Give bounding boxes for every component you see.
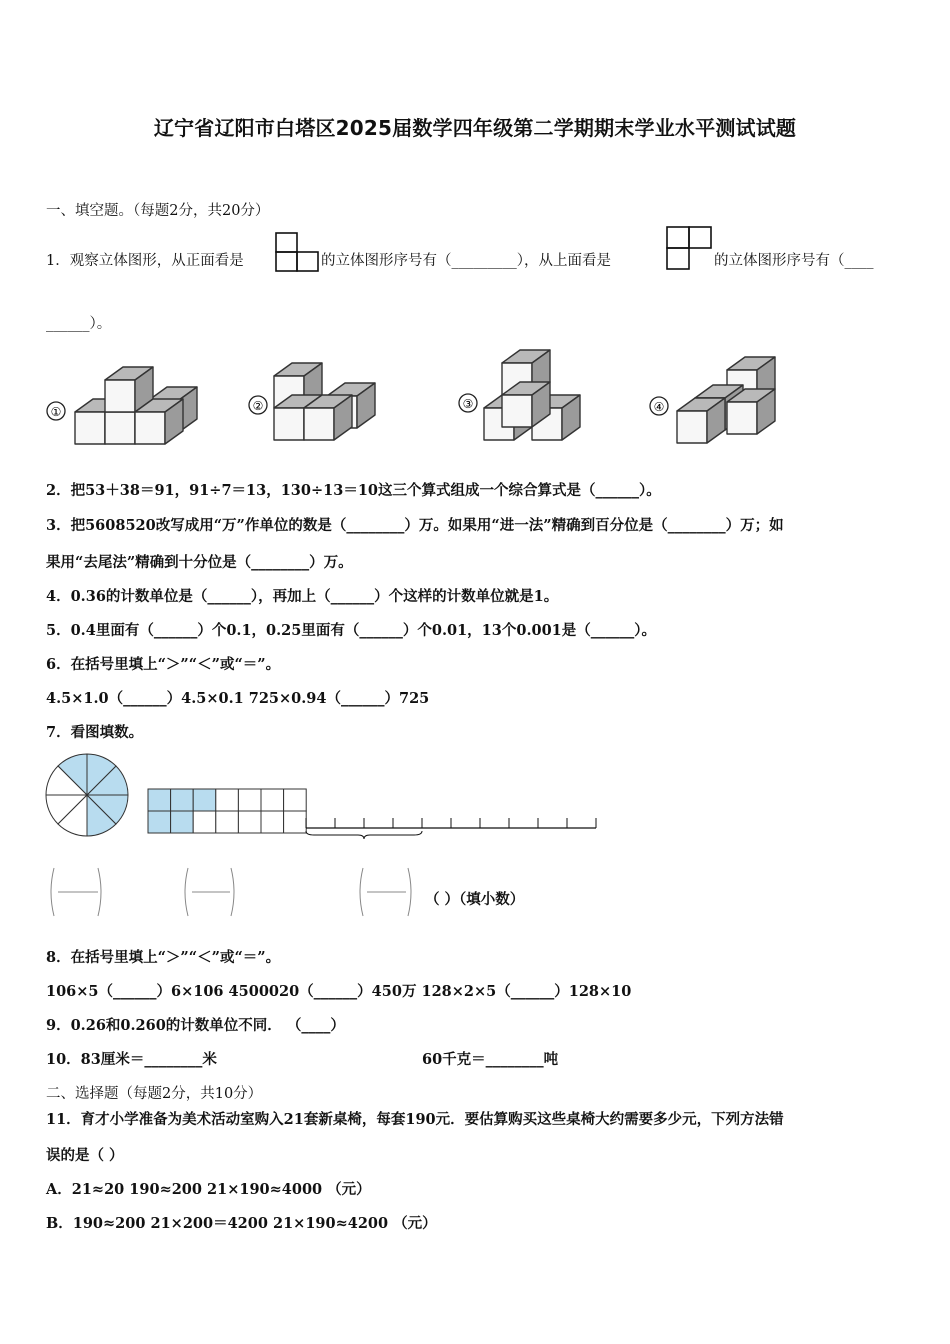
q11-line2: 误的是（ ） — [46, 1147, 124, 1164]
figure-3 — [459, 350, 580, 440]
q2-text: 2．把53＋38＝91，91÷7＝13，130÷13＝10这三个算式组成一个综合算式是（______）。 — [46, 482, 661, 499]
q11-option-a: A．21≈20 190≈200 21×190≈4000 （元） — [46, 1181, 371, 1198]
figure-2 — [249, 363, 375, 440]
grid-cell — [216, 811, 239, 833]
cube-figures — [44, 345, 904, 455]
grid-cell — [148, 789, 171, 811]
q7-figures — [40, 752, 620, 927]
grid-cell — [284, 789, 307, 811]
fraction-box-3 — [360, 868, 411, 916]
fraction-answer-boxes — [51, 868, 411, 916]
q8-line2: 106×5（______）6×106 4500020（______）450万 128×2×5（______）128×10 — [46, 983, 632, 1000]
grid-cell — [261, 789, 284, 811]
q1-text-c: 的立体图形序号有（____ — [714, 253, 874, 269]
q6-line1: 6．在括号里填上“＞”“＜”或“＝”。 — [46, 656, 281, 673]
figure-2-label: ② — [252, 399, 264, 413]
number-line-brace — [306, 831, 422, 839]
grid-cell — [193, 811, 216, 833]
grid-cell — [148, 811, 171, 833]
fraction-circle — [46, 754, 128, 836]
section-heading-fill-blank: 一、填空题。（每题2分，共20分） — [46, 203, 270, 219]
q10-right: 60千克＝________吨 — [422, 1051, 559, 1068]
q9-text: 9．0.26和0.260的计数单位不同． （____） — [46, 1017, 345, 1034]
q1-text-d: ______）。 — [46, 316, 112, 332]
figure-3-label: ③ — [462, 397, 474, 411]
figure-4-label: ④ — [653, 400, 665, 414]
grid-cell — [238, 789, 261, 811]
figure-1 — [47, 367, 197, 444]
q11-line1: 11．育才小学准备为美术活动室购入21套新桌椅，每套190元．要估算购买这些桌椅大约需要多少元，下列方法错 — [46, 1111, 784, 1128]
figure-1-label: ① — [50, 405, 62, 419]
q5-text: 5．0.4里面有（______）个0.1，0.25里面有（______）个0.01，13个0.001是（______）。 — [46, 622, 657, 639]
fraction-box-2 — [185, 868, 234, 916]
q7-answer-note: （ ）（填小数） — [425, 891, 525, 908]
q10-left: 10．83厘米＝________米 — [46, 1051, 217, 1068]
q4-text: 4．0.36的计数单位是（______），再加上（______）个这样的计数单位就是1。 — [46, 588, 559, 605]
q11-option-b: B．190≈200 21×200＝4200 21×190≈4200 （元） — [46, 1215, 437, 1232]
q7-text: 7．看图填数。 — [46, 724, 144, 741]
q8-line1: 8．在括号里填上“＞”“＜”或“＝”。 — [46, 949, 281, 966]
grid-cell — [193, 789, 216, 811]
grid-cell — [171, 789, 194, 811]
figure-4 — [650, 357, 775, 443]
section-heading-choice: 二、选择题（每题2分，共10分） — [46, 1086, 263, 1102]
grid-cell — [216, 789, 239, 811]
grid-cell — [171, 811, 194, 833]
q1-text-b: 的立体图形序号有（_________），从上面看是 — [321, 253, 611, 269]
number-line — [306, 818, 596, 839]
grid-cell — [238, 811, 261, 833]
fraction-grid — [148, 789, 306, 833]
top-view-shape — [665, 225, 713, 271]
q1-text-a: 1．观察立体图形，从正面看是 — [46, 253, 244, 269]
front-view-shape — [274, 231, 320, 273]
grid-cell — [261, 811, 284, 833]
q6-line2: 4.5×1.0（______）4.5×0.1 725×0.94（______）725 — [46, 690, 430, 707]
page-title: 辽宁省辽阳市白塔区2025届数学四年级第二学期期末学业水平测试试题 — [153, 116, 797, 140]
grid-cell — [284, 811, 307, 833]
fraction-box-1 — [51, 868, 101, 916]
q3-line2: 果用“去尾法”精确到十分位是（________）万。 — [46, 554, 353, 571]
q3-line1: 3．把5608520改写成用“万”作单位的数是（________）万。如果用“进一法”精确到百分位是（________）万；如 — [46, 517, 784, 534]
